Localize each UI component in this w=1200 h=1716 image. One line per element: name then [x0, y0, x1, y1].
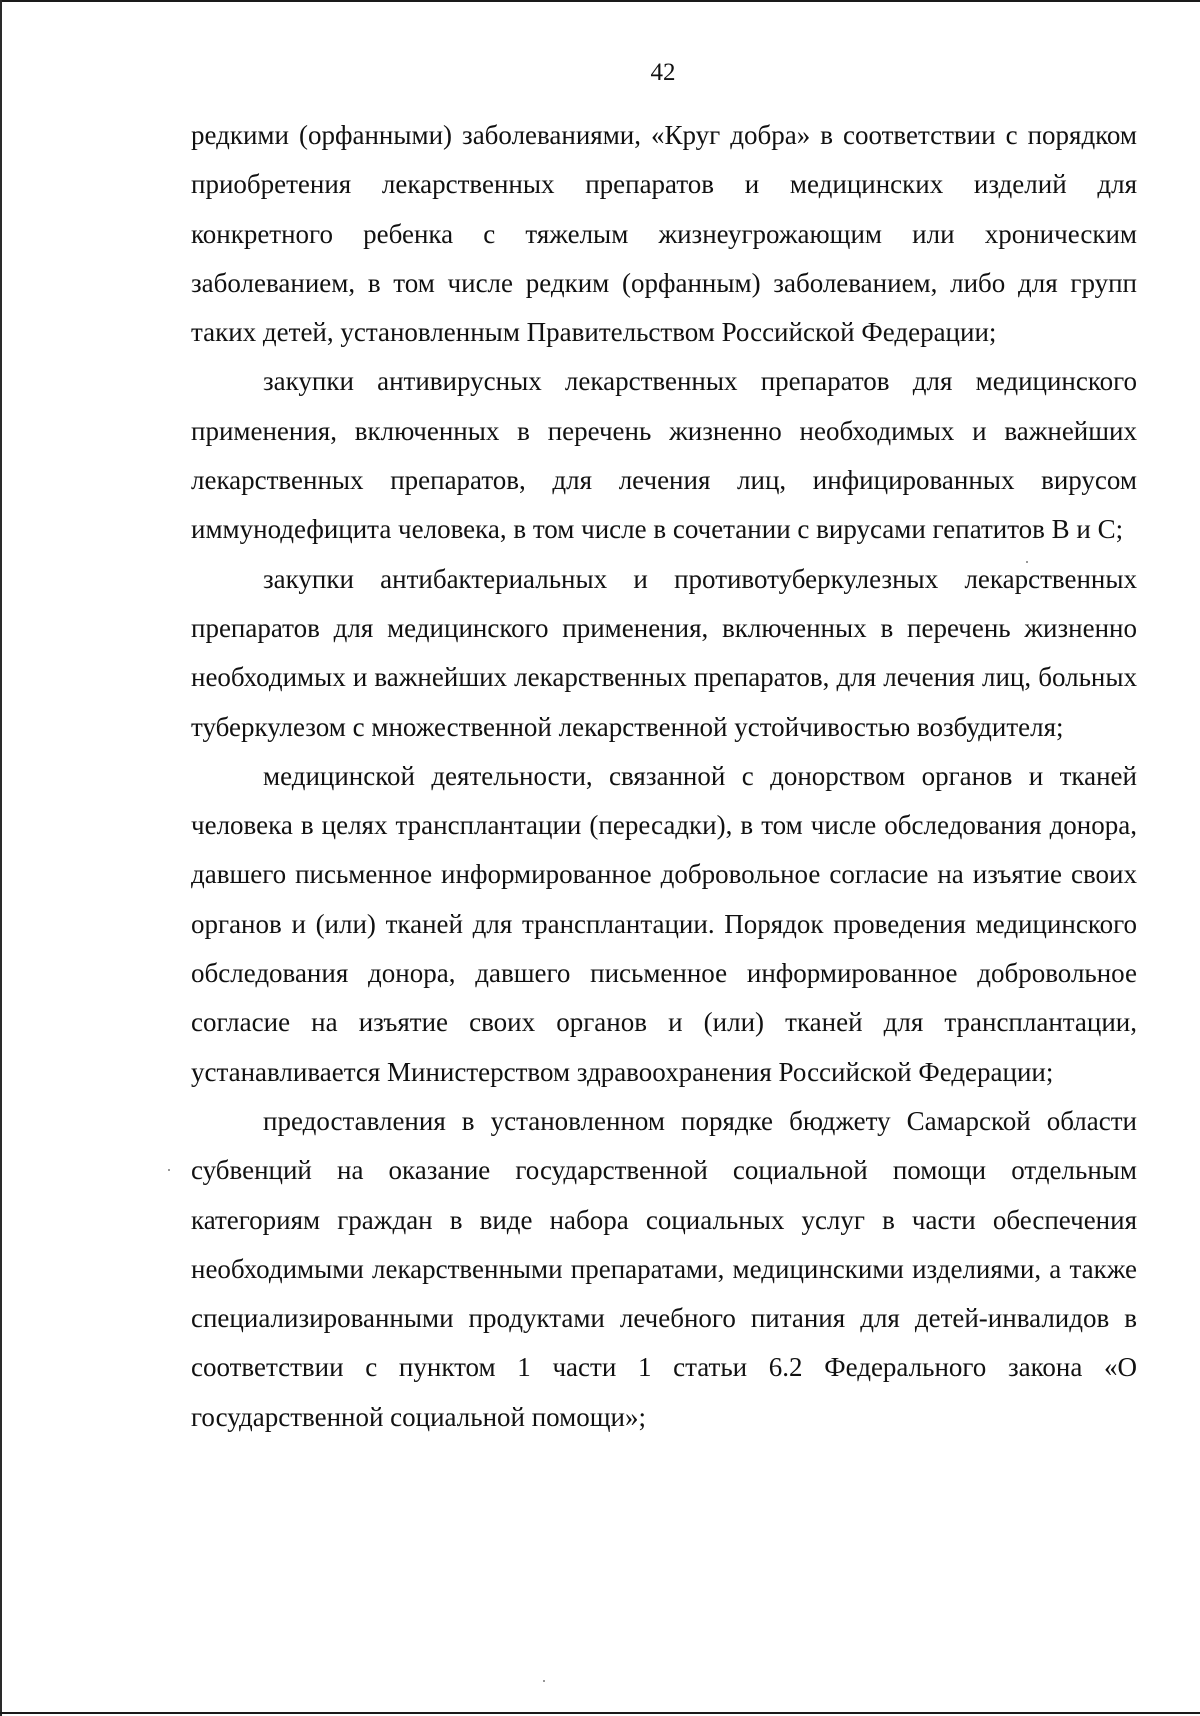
scan-border-bottom [0, 1712, 1200, 1714]
scan-border-left [0, 0, 2, 1716]
paragraph-samara-subventions: предоставления в установленном порядке бюджету Самарской области субвенций на оказание государственной социальной помощи отдельным категориям граждан в виде набора социальных услуг в части обеспечения необходимыми лекарственными препаратами, медицинскими изделиями, а также специализированными продуктами лечебного питания для детей-инвалидов в соответствии с пунктом 1 части 1 статьи 6.2 Федерального закона «О государственной социальной помощи»; [191, 1105, 1137, 1432]
paragraph-organ-donation: медицинской деятельности, связанной с донорством органов и тканей человека в целях трансплантации (пересадки), в том числе обследования донора, давшего письменное информированное добровольное согласие на изъятие своих органов и (или) тканей для трансплантации. Порядок проведения медицинского обследования донора, давшего письменное информированное добровольное согласие на изъятие своих органов и (или) тканей для трансплантации, устанавливается Министерством здравоохранения Российской Федерации; [191, 760, 1137, 1087]
paragraph-orphan-diseases: редкими (орфанными) заболеваниями, «Круг добра» в соответствии с порядком приобретения лекарственных препаратов и медицинских изделий для конкретного ребенка с тяжелым жизнеугрожающим или хроническим заболеванием, в том числе редким (орфанным) заболеванием, либо для групп таких детей, установленным Правительством Российской Федерации; [191, 120, 1137, 348]
scan-border-top [0, 0, 1200, 2]
page-number: 42 [650, 59, 676, 86]
paragraph-antibacterial-drugs: закупки антибактериальных и противотуберкулезных лекарственных препаратов для медицинского применения, включенных в перечень жизненно необходимых и важнейших лекарственных препаратов, для лечения лиц, больных туберкулезом с множественной лекарственной устойчивостью возбудителя; [191, 563, 1137, 742]
document-body [191, 111, 1137, 1442]
scan-speck [543, 1680, 545, 1682]
scan-speck [168, 1169, 170, 1171]
paragraph-antiviral-drugs: закупки антивирусных лекарственных препаратов для медицинского применения, включенных в перечень жизненно необходимых и важнейших лекарственных препаратов, для лечения лиц, инфицированных вирусом иммунодефицита человека, в том числе в сочетании с вирусами гепатитов В и С; [191, 366, 1137, 545]
